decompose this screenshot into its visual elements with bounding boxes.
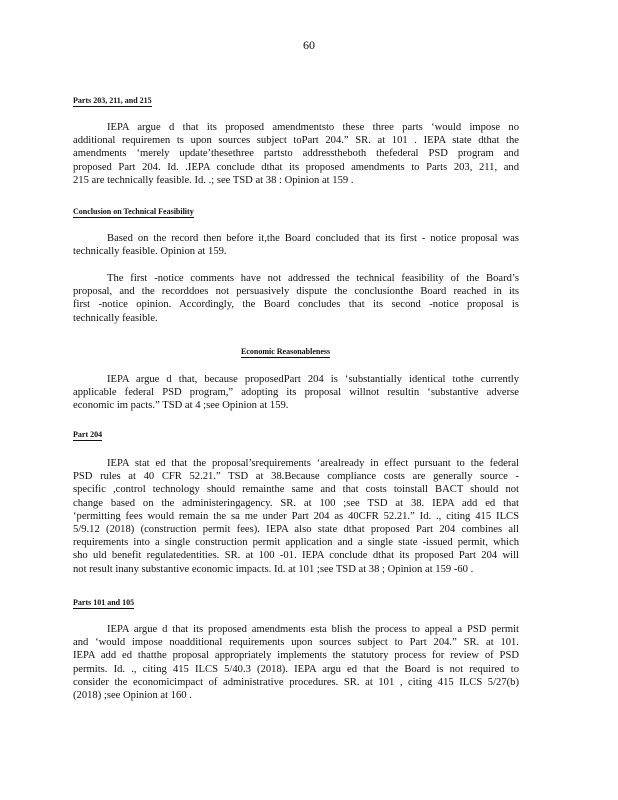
text-line: proposed Part 204. Id. .IEPA conclude dthat its proposed amendments to Parts 203, 211, and — [73, 161, 519, 173]
text-line: IEPA argue d that, because proposedPart 204 is ‘substantially identical tothe currently — [107, 374, 519, 385]
text-line: PSD rules at 40 CFR 52.21.” TSD at 38.Because compliance costs are generally source - — [73, 471, 519, 483]
text-line: amendments ‘merely update’thesethree partsto addresstheboth thefederal PSD program and — [73, 148, 519, 160]
text-line: IEPA argue d that its proposed amendments esta blish the process to appeal a PSD permit — [107, 624, 519, 635]
text-line: specific ,control technology should remainthe same and that costs toinstall BACT should not — [73, 484, 519, 496]
text-line: (2018) ;see Opinion at 160 . — [73, 690, 192, 702]
paragraph — [73, 373, 519, 413]
text-line: 5/9.12 (2018) (construction permit fees). IEPA also state dthat proposed Part 204 combines all — [73, 524, 519, 536]
text-line: 215 are technically feasible. Id. .; see TSD at 38 : Opinion at 159 . — [73, 174, 354, 186]
text-line: proposal, and the recorddoes not persuasively dispute the conclusionthe Board reached in its — [73, 286, 519, 298]
text-line: economic im pacts.” TSD at 4 ;see Opinion at 159. — [73, 400, 289, 412]
text-line: additional requiremen ts upon sources subject toPart 204.” SR. at 101 . IEPA state dthat the — [73, 135, 519, 147]
text-line: Based on the record then before it,the Board concluded that its first - notice proposal was — [107, 233, 519, 244]
text-line: sho uld benefit regulatedentities. SR. at 100 -01. IEPA conclude dthat its proposed Part 204 will — [73, 550, 519, 562]
text-line: requirements into a single construction permit application and a single state -issued permit, which — [73, 537, 519, 549]
section-heading-conclusion-technical-feasibility: Conclusion on Technical Feasibility — [73, 207, 194, 216]
section-heading-parts-203-211-215: Parts 203, 211, and 215 — [73, 96, 152, 105]
text-line: IEPA stat ed that the proposal’srequirements ‘arealready in effect pursuant to the federal — [107, 458, 519, 469]
text-line: not result inany substantive economic impacts. Id. at 101 ;see TSD at 38 ; Opinion at 159 -60 . — [73, 563, 474, 575]
text-line: IEPA add ed thatthe proposal appropriately implements the statutory process for review of PSD — [73, 650, 519, 662]
text-line: permits. Id. ., citing 415 ILCS 5/40.3 (2018). IEPA argu ed that the Board is not required to — [73, 663, 519, 675]
paragraph — [73, 457, 519, 576]
text-line: technically feasible. — [73, 312, 158, 324]
text-line: ‘permitting fees would remain the sa me under Part 204 as 40CFR 52.21.” Id. ., citing 415 ILCS — [73, 510, 519, 522]
text-line: technically feasible. Opinion at 159. — [73, 246, 227, 258]
section-heading-economic-reasonableness: Economic Reasonableness — [241, 347, 331, 356]
paragraph — [73, 272, 519, 325]
section-heading-part-204: Part 204 — [73, 430, 103, 439]
page-number: 60 — [303, 38, 315, 52]
text-line: IEPA argue d that its proposed amendmentsto these three parts ‘would impose no — [107, 122, 519, 133]
text-line: The first -notice comments have not addressed the technical feasibility of the Board’s — [107, 273, 519, 284]
text-line: applicable federal PSD program,” adopting its proposal willnot resultin ‘substantive adverse — [73, 387, 519, 399]
paragraph — [73, 623, 519, 702]
text-line: first -notice opinion. Accordingly, the Board concludes that its second -notice proposal is — [73, 299, 519, 311]
section-heading-parts-101-105: Parts 101 and 105 — [73, 598, 135, 607]
text-line: change based on the administeringagency. SR. at 100 ;see TSD at 38. IEPA add ed that — [73, 497, 519, 509]
text-line: consider the economicimpact of administrative procedures. SR. at 101 , citing 415 ILCS 5/27(b) — [73, 676, 519, 688]
paragraph — [73, 121, 519, 187]
paragraph — [73, 232, 519, 258]
text-line: and ‘would impose noadditional requirements upon sources subject to Part 204.” SR. at 101. — [73, 637, 519, 649]
